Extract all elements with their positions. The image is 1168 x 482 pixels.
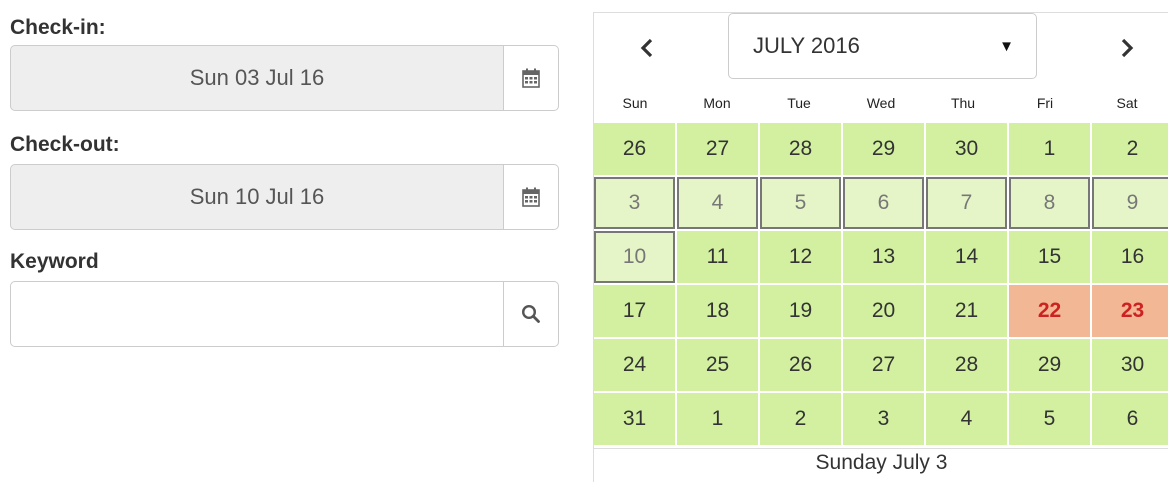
- day-cell[interactable]: 17: [594, 285, 675, 337]
- weekday-label: Wed: [866, 95, 896, 111]
- day-cell[interactable]: 24: [594, 339, 675, 391]
- day-cell[interactable]: 26: [760, 339, 841, 391]
- day-cell[interactable]: 2: [1092, 123, 1168, 175]
- day-cell[interactable]: 27: [843, 339, 924, 391]
- day-cell[interactable]: 22: [1009, 285, 1090, 337]
- calendar-header: [594, 13, 1168, 83]
- checkin-calendar-button[interactable]: [504, 45, 559, 111]
- month-year-select[interactable]: [728, 13, 1037, 79]
- calendar-icon: [522, 187, 540, 207]
- day-cell[interactable]: 25: [677, 339, 758, 391]
- calendar-icon: [522, 68, 540, 88]
- day-cell[interactable]: 29: [843, 123, 924, 175]
- month-year-label: JULY 2016: [753, 33, 860, 58]
- weekday-label: Tue: [787, 95, 811, 111]
- next-month-button[interactable]: [1102, 25, 1152, 71]
- checkout-date-field[interactable]: Sun 10 Jul 16: [10, 164, 504, 230]
- day-cell[interactable]: 6: [843, 177, 924, 229]
- day-cell[interactable]: 5: [760, 177, 841, 229]
- day-cell[interactable]: 10: [594, 231, 675, 283]
- calendar-divider: [594, 448, 1168, 449]
- day-cell[interactable]: 26: [594, 123, 675, 175]
- day-cell[interactable]: 23: [1092, 285, 1168, 337]
- calendar-widget: [593, 12, 1168, 482]
- selected-date-caption: Sunday July 3: [815, 451, 948, 474]
- day-cell[interactable]: 9: [1092, 177, 1168, 229]
- day-cell[interactable]: 3: [594, 177, 675, 229]
- day-cell[interactable]: 11: [677, 231, 758, 283]
- day-cell[interactable]: 18: [677, 285, 758, 337]
- day-cell[interactable]: 2: [760, 393, 841, 445]
- day-cell[interactable]: 13: [843, 231, 924, 283]
- weekday-label: Sun: [622, 95, 648, 111]
- weekday-header-row: [594, 85, 1168, 121]
- day-cell[interactable]: 16: [1092, 231, 1168, 283]
- day-cell[interactable]: 3: [843, 393, 924, 445]
- day-cell[interactable]: 15: [1009, 231, 1090, 283]
- keyword-label: Keyword: [10, 250, 99, 273]
- day-cell[interactable]: 20: [843, 285, 924, 337]
- checkin-label: Check-in:: [10, 16, 106, 39]
- checkout-calendar-button[interactable]: [504, 164, 559, 230]
- keyword-search-button[interactable]: [504, 281, 559, 347]
- caret-down-icon: ▼: [999, 37, 1014, 55]
- keyword-input[interactable]: [10, 281, 504, 347]
- checkin-date-field[interactable]: Sun 03 Jul 16: [10, 45, 504, 111]
- prev-month-button[interactable]: [622, 25, 672, 71]
- day-cell[interactable]: 30: [926, 123, 1007, 175]
- day-cell[interactable]: 29: [1009, 339, 1090, 391]
- day-cell[interactable]: 31: [594, 393, 675, 445]
- day-cell[interactable]: 6: [1092, 393, 1168, 445]
- day-cell[interactable]: 19: [760, 285, 841, 337]
- day-cell[interactable]: 28: [926, 339, 1007, 391]
- weekday-label: Fri: [1036, 95, 1054, 111]
- day-cell[interactable]: 1: [677, 393, 758, 445]
- weekday-label: Thu: [950, 95, 976, 111]
- weekday-label: Mon: [703, 95, 731, 111]
- day-cell[interactable]: 21: [926, 285, 1007, 337]
- checkout-label: Check-out:: [10, 133, 120, 156]
- checkout-input-group: [10, 164, 559, 230]
- day-cell[interactable]: 8: [1009, 177, 1090, 229]
- weekday-label: Sat: [1116, 95, 1138, 111]
- day-cell[interactable]: 27: [677, 123, 758, 175]
- keyword-input-group: [10, 281, 559, 347]
- day-grid: [594, 123, 1168, 445]
- search-icon: [521, 304, 541, 324]
- day-cell[interactable]: 1: [1009, 123, 1090, 175]
- day-cell[interactable]: 14: [926, 231, 1007, 283]
- chevron-left-icon: [640, 38, 654, 58]
- day-cell[interactable]: 5: [1009, 393, 1090, 445]
- checkin-input-group: [10, 45, 559, 111]
- chevron-right-icon: [1120, 38, 1134, 58]
- day-cell[interactable]: 4: [926, 393, 1007, 445]
- day-cell[interactable]: 28: [760, 123, 841, 175]
- day-cell[interactable]: 7: [926, 177, 1007, 229]
- day-cell[interactable]: 30: [1092, 339, 1168, 391]
- day-cell[interactable]: 12: [760, 231, 841, 283]
- day-cell[interactable]: 4: [677, 177, 758, 229]
